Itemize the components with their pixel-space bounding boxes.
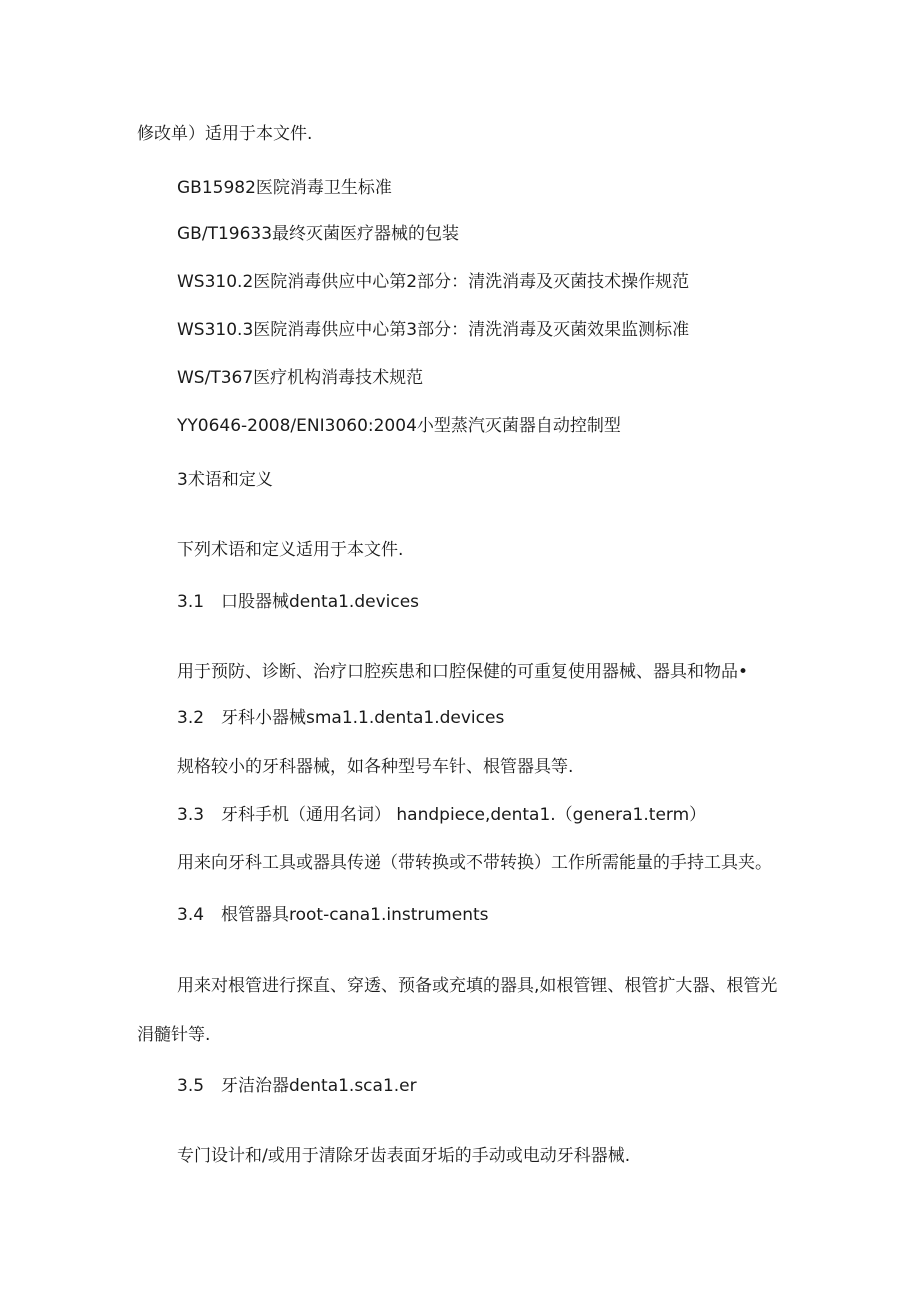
term-name: 牙科小器械sma1.1.denta1.devices [221,708,505,728]
term-number: 3.2 [177,708,205,728]
term-definition: 规格较小的牙科器械，如各种型号车针、根管器具等. [177,757,574,777]
reference-item: YY0646-2008/ENI3060:2004小型蒸汽灭菌器自动控制型 [177,416,621,436]
section-heading: 3术语和定义 [177,470,273,490]
reference-item: WS/T367医疗机构消毒技术规范 [177,368,424,388]
term-heading [177,706,504,730]
term-heading [177,903,489,927]
reference-item: GB/T19633最终灭菌医疗器械的包装 [177,224,460,244]
term-definition-continued: 涓髓针等. [137,1025,211,1045]
term-name: 根管器具root-cana1.instruments [221,905,489,925]
reference-item: WS310.2医院消毒供应中心第2部分：清洗消毒及灭菌技术操作规范 [177,272,690,292]
term-definition: 专门设计和/或用于清除牙齿表面牙垢的手动或电动牙科器械. [177,1146,631,1166]
term-heading [177,1074,417,1098]
term-name: 牙科手机（通用名词） handpiece,denta1.（genera1.term） [221,805,707,825]
term-name: 牙洁治器denta1.sca1.er [221,1076,417,1096]
term-number: 3.4 [177,905,205,925]
reference-item: GB15982医院消毒卫生标准 [177,178,392,198]
term-name: 口股器械denta1.devices [221,592,420,612]
term-definition: 用来向牙科工具或器具传递（带转换或不带转换）工作所需能量的手持工具夹。 [177,853,772,873]
section-intro: 下列术语和定义适用于本文件. [177,540,404,560]
term-number: 3.3 [177,805,205,825]
intro-tail: 修改单）适用于本文件. [137,124,313,144]
term-definition: 用于预防、诊断、治疗口腔疾患和口腔保健的可重复使用器械、器具和物品• [177,662,749,682]
term-number: 3.1 [177,592,205,612]
term-definition: 用来对根管进行探直、穿透、预备或充填的器具,如根管锂、根管扩大器、根管光 [177,976,778,996]
term-number: 3.5 [177,1076,205,1096]
reference-item: WS310.3医院消毒供应中心第3部分：清洗消毒及灭菌效果监测标准 [177,320,690,340]
term-heading [177,590,419,614]
term-heading [177,803,706,827]
